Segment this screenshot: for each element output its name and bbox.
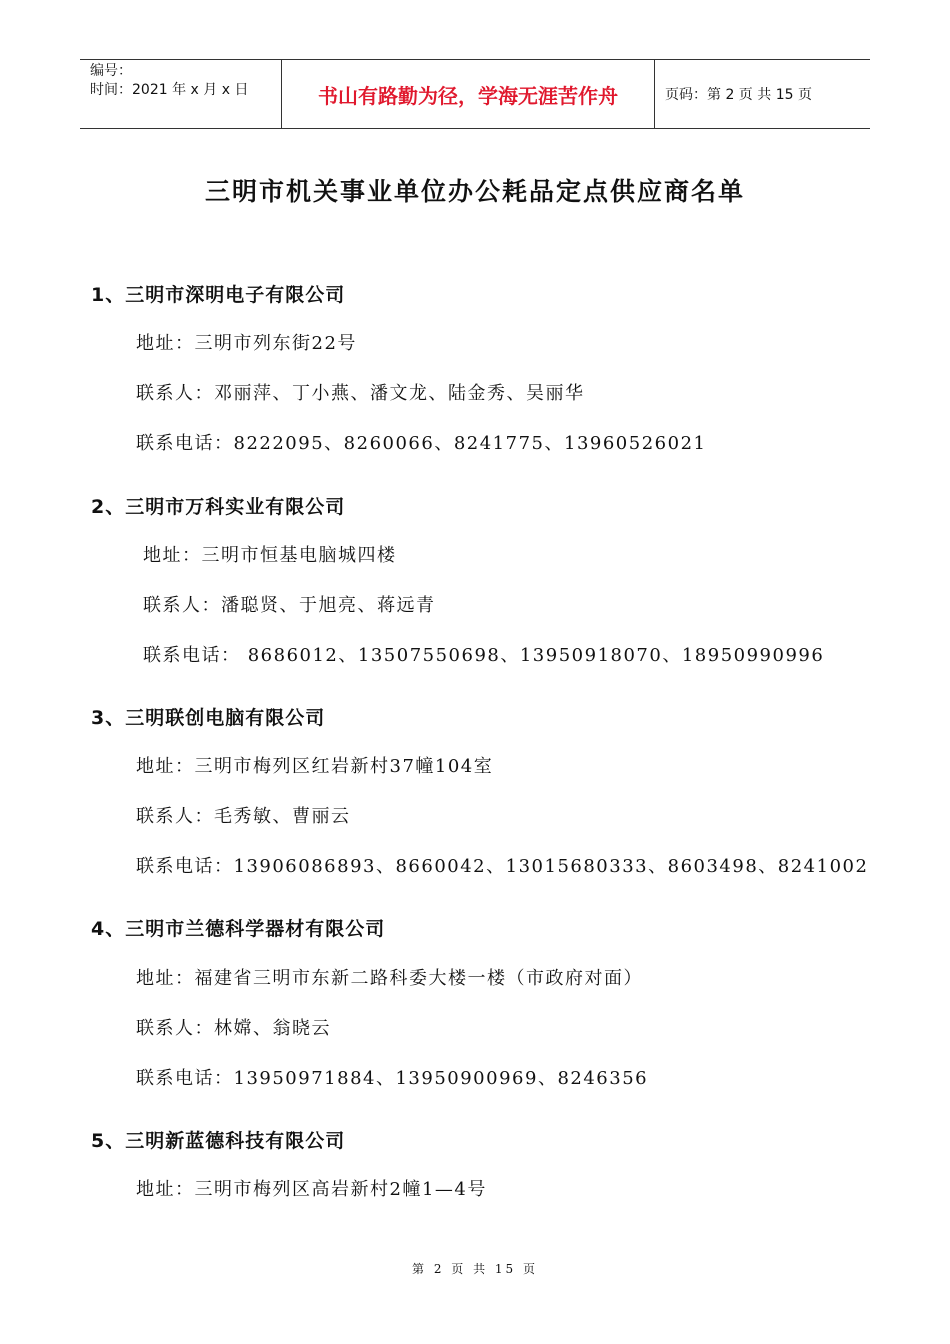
supplier-phone: 联系电话：8222095、8260066、8241775、13960526021 — [136, 433, 707, 454]
document-number: 编号： — [90, 63, 132, 79]
supplier-address: 地址：三明市梅列区红岩新村37幢104室 — [136, 756, 494, 777]
supplier-heading: 2、三明市万科实业有限公司 — [91, 496, 346, 518]
supplier-heading: 4、三明市兰德科学器材有限公司 — [91, 918, 386, 940]
supplier-heading: 3、三明联创电脑有限公司 — [91, 707, 326, 729]
page-header — [80, 59, 870, 129]
supplier-address: 地址：福建省三明市东新二路科委大楼一楼（市政府对面） — [136, 968, 643, 989]
supplier-heading: 1、三明市深明电子有限公司 — [91, 284, 346, 306]
supplier-phone: 联系电话：13950971884、13950900969、8246356 — [136, 1068, 649, 1089]
supplier-phone: 联系电话：13906086893、8660042、13015680333、8603498、8241002 — [136, 856, 869, 877]
page-footer: 第 2 页 共 15 页 — [412, 1262, 538, 1276]
supplier-heading: 5、三明新蓝德科技有限公司 — [91, 1130, 346, 1152]
supplier-address: 地址：三明市恒基电脑城四楼 — [143, 545, 397, 566]
header-meta — [80, 60, 281, 128]
supplier-contacts: 联系人：邓丽萍、丁小燕、潘文龙、陆金秀、吴丽华 — [136, 383, 585, 404]
document-time: 时间：2021 年 x 月 x 日 — [90, 82, 249, 98]
page-title: 三明市机关事业单位办公耗品定点供应商名单 — [204, 177, 745, 206]
supplier-contacts: 联系人：毛秀敏、曹丽云 — [136, 806, 351, 827]
supplier-phone: 联系电话： 8686012、13507550698、13950918070、18950990996 — [143, 645, 825, 666]
header-page-info: 页码：第 2 页 共 15 页 — [665, 87, 812, 103]
header-motto: 书山有路勤为径，学海无涯苦作舟 — [281, 60, 655, 128]
supplier-address: 地址：三明市列东街22号 — [136, 333, 357, 354]
supplier-contacts: 联系人：林嫦、翁晓云 — [136, 1018, 331, 1039]
supplier-address: 地址：三明市梅列区高岩新村2幢1—4号 — [136, 1179, 487, 1200]
supplier-contacts: 联系人：潘聪贤、于旭亮、蒋远青 — [143, 595, 436, 616]
